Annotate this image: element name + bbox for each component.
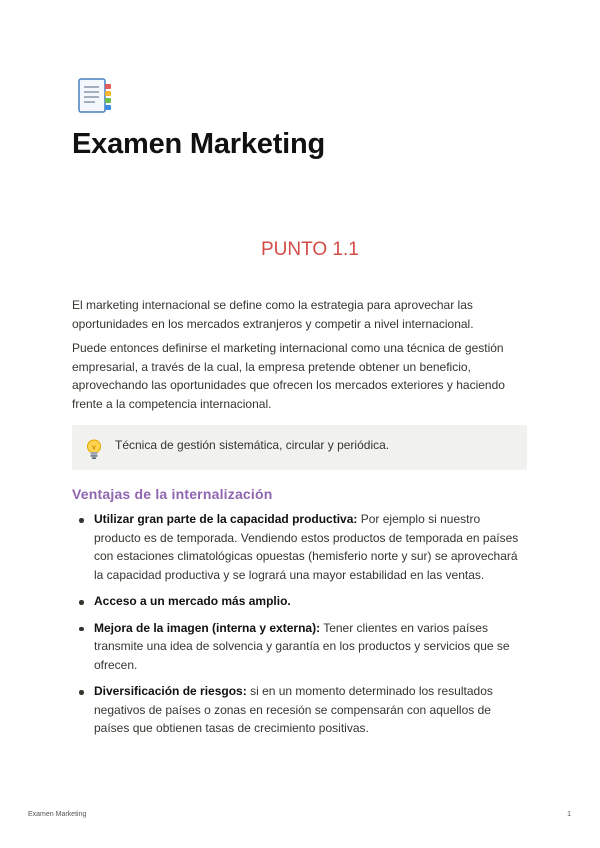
list-item <box>72 619 527 675</box>
list-item-text: Tener clientes en varios países transmite una idea de solvencia y garantía en los productos y servicios que se ofrecen. <box>94 620 510 672</box>
bullet-icon <box>79 518 84 523</box>
page-title: Examen Marketing <box>72 128 326 160</box>
notepad-icon <box>77 78 113 114</box>
footer-title: Examen Marketing <box>28 811 87 818</box>
section-heading: PUNTO 1.1 <box>261 239 359 260</box>
bullet-icon <box>79 600 84 605</box>
bullet-icon <box>79 690 84 695</box>
list-item <box>72 592 527 611</box>
callout-text: Técnica de gestión sistemática, circular y periódica. <box>115 438 390 452</box>
callout-box <box>72 425 527 470</box>
bullet-icon <box>79 627 84 632</box>
list-item <box>72 682 527 738</box>
list-item-term: Mejora de la imagen (interna y externa): <box>94 620 321 635</box>
list-item-text: si en un momento determinado los resultados negativos de países o zonas en recesión se compensarán con aquellos de países que obtienen tasas de crecimiento positivas. <box>94 684 493 735</box>
list-item-term: Diversificación de riesgos: <box>94 684 247 698</box>
list-item-term: Utilizar gran parte de la capacidad productiva: <box>94 512 358 526</box>
list-item <box>72 510 527 584</box>
list-item-text: Por ejemplo si nuestro producto es de temporada. Vendiendo estos productos de temporada en países con estaciones climatológicas opuestas (hemisferio norte y sur) se aprovechará la capacidad productiva y se logrará una mayor estabilidad en las ventas. <box>94 512 519 582</box>
list-item-term: Acceso a un mercado más amplio. <box>94 594 291 608</box>
advantages-list <box>72 510 527 746</box>
definition-paragraph: Puede entonces definirse el marketing internacional como una técnica de gestión empresarial, a través de la cual, la empresa pretende obtener un beneficio, aprovechando las oportunidades que ofrecen los mercados exteriores y haciendo frente a la competencia internacional. <box>72 341 505 411</box>
intro-paragraph: El marketing internacional se define como la estrategia para aprovechar las oportunidades en los mercados extranjeros y competir a nivel internacional. <box>72 298 474 331</box>
page-number: 1 <box>567 811 571 818</box>
advantages-heading: Ventajas de la internalización <box>72 486 273 502</box>
lightbulb-icon <box>86 439 102 461</box>
